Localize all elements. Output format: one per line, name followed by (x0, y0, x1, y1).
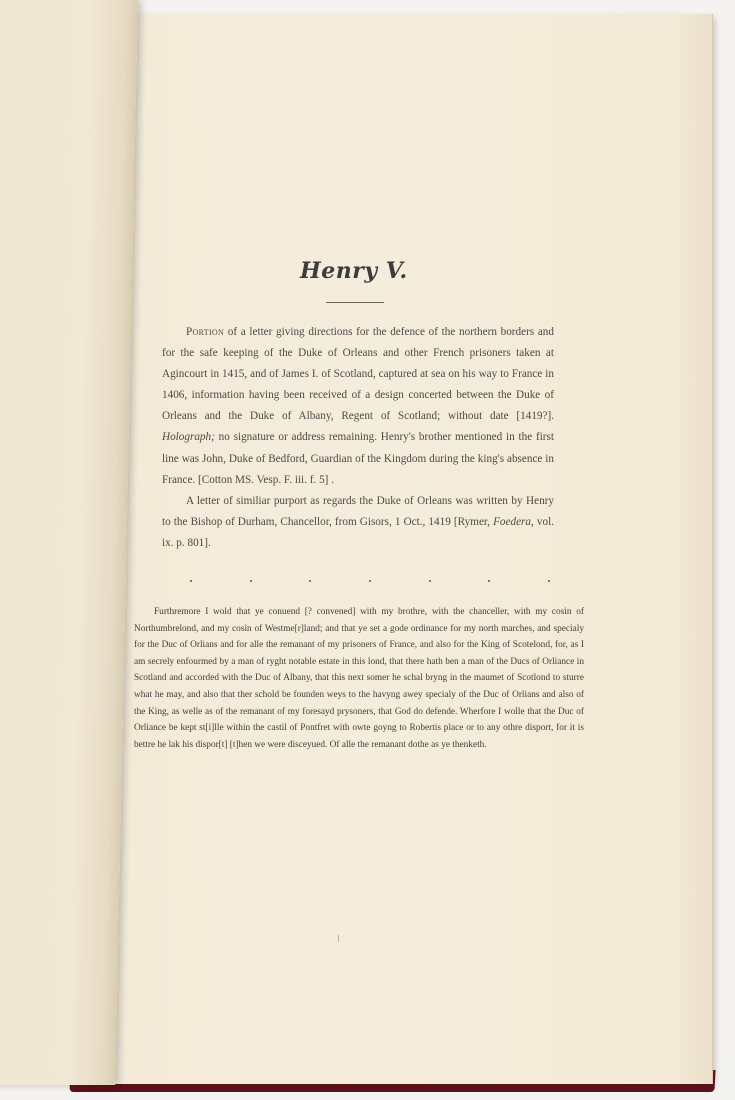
letter-transcription (134, 604, 584, 753)
intro-paragraph-2 (162, 491, 554, 554)
paper-speck (338, 935, 339, 942)
intro-p1-tail: no signature or address remaining. Henry's brother mentioned in the first line was John, Duke of Bedford, Guardian of the Kingdom during the king's absence in France. [Cotton MS. Vesp. F. iii. f. 5] . (162, 431, 554, 486)
ellipsis-dot (369, 580, 371, 582)
ellipsis-dot (250, 580, 252, 582)
ellipsis-dots (190, 580, 550, 582)
title-rule (326, 302, 384, 303)
ellipsis-dot (429, 580, 431, 582)
intro-p1-text: of a letter giving directions for the defence of the northern borders and for the safe keeping of the Duke of Orleans and other French prisoners taken at Agincourt in 1415, and of James I. of Scotland, captured at sea on his way to France in 1406, information having been received of a design concerted between the Duke of Orleans and the Duke of Albany, Regent of Scotland; without date [1419?]. (162, 326, 554, 423)
ellipsis-dot (488, 580, 490, 582)
intro-p2-italic: Foedera, (493, 515, 534, 528)
ellipsis-dot (190, 580, 192, 582)
intro-text (162, 322, 554, 554)
intro-lead-word: Portion (186, 326, 225, 338)
intro-paragraph-1 (162, 322, 554, 491)
ellipsis-dot (309, 580, 311, 582)
intro-p1-italic: Holograph; (162, 431, 215, 444)
ellipsis-dot (548, 580, 550, 582)
intro-p2-tail: vol. ix. p. 801]. (162, 515, 554, 549)
intro-p2-text: A letter of similiar purport as regards the Duke of Orleans was written by Henry to the Bishop of Durham, Chancellor, from Gisors, 1 Oct., 1419 [Rymer, (162, 494, 554, 528)
letter-paragraph: Furthremore I wold that ye conuend [? convened] with my brothre, with the chanceller, with my cosin of Northumbrelond, and my cosin of Westme[r]land; and that ye set a gode ordinance for my north marches, and specialy for the Duc of Orlians and for alle the remanant of my prisoners of France, and also for the King of Scotelond, for, as I am secrely enfourmed by a man of ryght notable estate in this lond, that there hath ben a man of the Ducs of Orliance in Scotland and accorded with the Duc of Albany, that this next somer he schal bryng in the maumet of Scotlond to sturre what he may, and also that ther schold be founden weys to the havyng awey specialy of the Duc of Orlians and also of the King, as welle as of the remanant of my foresayd prysoners, that God do defende. Wherfore I wolle that the Duc of Orliance be kept st[i]lle within the castil of Pontfret with owte goyng to Robertis place or to any othre disport, for it is bettre he lak his dispor[t] [t]hen we were disceyued. Of alle the remanant dothe as ye thenketh. (134, 607, 584, 750)
page-title: Henry V. (300, 258, 408, 284)
